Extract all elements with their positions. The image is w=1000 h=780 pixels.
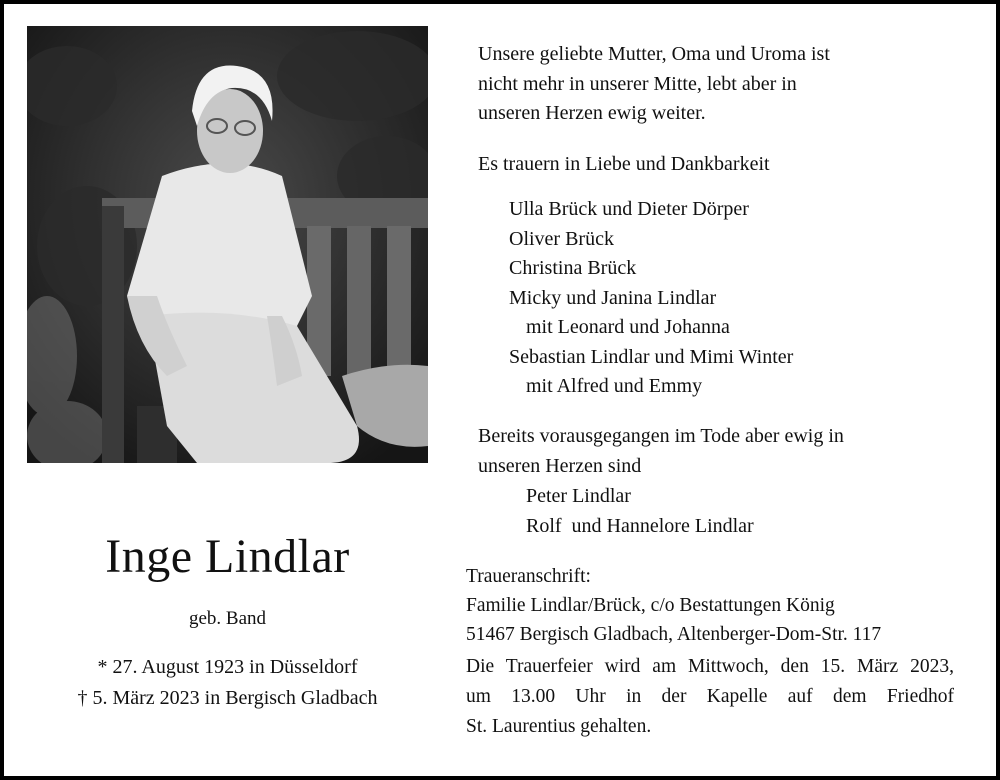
mourner-line: Ulla Brück und Dieter Dörper <box>509 198 749 220</box>
mourner-line: Sebastian Lindlar und Mimi Winter <box>509 345 794 368</box>
obituary-card <box>4 4 996 776</box>
portrait-photo-icon <box>27 26 428 463</box>
deceased-name: Inge Lindlar <box>105 530 350 583</box>
preceded-text <box>478 422 844 481</box>
intro-line: nicht mehr in unserer Mitte, lebt aber in <box>478 72 797 95</box>
mourner-line: mit Alfred und Emmy <box>526 375 703 397</box>
funeral-service-info <box>466 652 954 742</box>
portrait-photo <box>27 26 428 463</box>
preceded-line: Bereits vorausgegangen im Tode aber ewig in <box>478 425 844 447</box>
mourner-line: mit Leonard und Johanna <box>526 316 730 338</box>
intro-text <box>478 40 830 129</box>
mourning-address <box>466 562 881 649</box>
birth-name: geb. Band <box>188 608 267 629</box>
address-line: Familie Lindlar/Brück, c/o Bestattungen König <box>466 595 835 616</box>
mourning-heading: Es trauern in Liebe und Dankbarkeit <box>478 153 770 175</box>
death-date: † 5. März 2023 in Bergisch Gladbach <box>77 687 378 709</box>
mourner-line: Christina Brück <box>509 257 637 279</box>
service-line: um 13.00 Uhr in der Kapelle auf dem Friedhof <box>466 686 954 707</box>
preceded-line: unseren Herzen sind <box>478 454 642 477</box>
preceded-name: Peter Lindlar <box>526 485 631 507</box>
mourners-list <box>509 195 793 402</box>
preceded-name: Rolf und Hannelore Lindlar <box>526 514 754 537</box>
birth-date: * 27. August 1923 in Düsseldorf <box>97 656 358 678</box>
mourner-line: Micky und Janina Lindlar <box>509 286 717 309</box>
intro-line: unseren Herzen ewig weiter. <box>478 102 706 124</box>
address-line: Traueranschrift: <box>466 566 591 587</box>
life-dates <box>27 652 428 714</box>
mourner-line: Oliver Brück <box>509 227 614 250</box>
preceded-names <box>526 482 754 541</box>
intro-line: Unsere geliebte Mutter, Oma und Uroma ist <box>478 43 830 65</box>
address-line: 51467 Bergisch Gladbach, Altenberger-Dom-Str. 117 <box>466 624 882 645</box>
service-line: St. Laurentius gehalten. <box>466 716 652 737</box>
service-line: Die Trauerfeier wird am Mittwoch, den 15. März 2023, <box>466 656 954 677</box>
